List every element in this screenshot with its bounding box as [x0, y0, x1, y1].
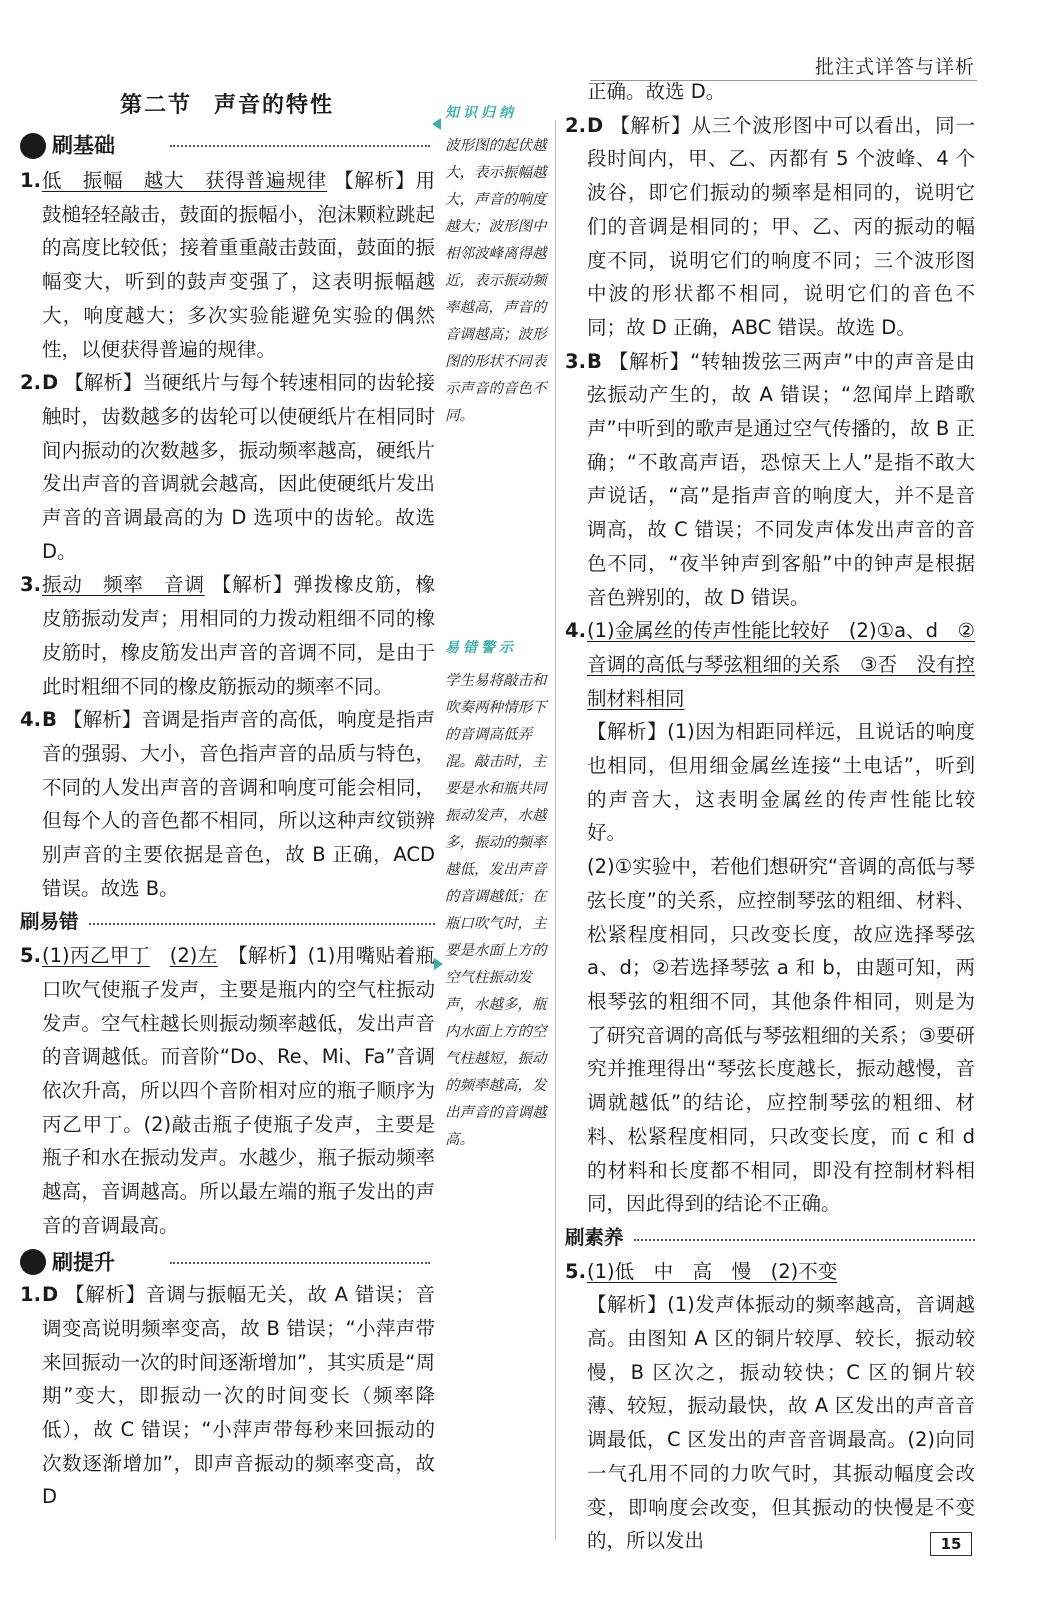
analysis: 【解析】(1)发声体振动的频率越高，音调越高。由图知 A 区的铜片较厚、较长，振动较慢，B 区次之，振动较快；C 区的铜片较薄、较短，振动最快，故 A 区发出的声音音调最低，C 区发出的声音音调最高。(2)向同一气孔用不同的力吹气时，其振动幅度会改变，即响度会改变，但其振动的快慢是不变的，所以发出 [587, 1293, 975, 1553]
note-arrow-icon [434, 958, 443, 970]
question-5: 5. (1)丙乙甲丁 (2)左 【解析】(1)用嘴贴着瓶口吹气使瓶子发声，主要是瓶内的空气柱振动发声。空气柱越长则振动频率越低，发出声音的音调越低。而音阶“Do、Re、Mi、Fa”音调依次升高，所以四个音阶相对应的瓶子顺序为丙乙甲丁。(2)敲击瓶子使瓶子发声，主要是瓶子和水在振动发声。水越少，瓶子振动频率越高，音调越高。所以最左端的瓶子发出的声音的音调最高。 [20, 944, 435, 1237]
sidenote-mistake: 易错警示 学生易将敲击和吹奏两种情形下的音调高低弄混。敲击时，主要是水和瓶共同振动发声，水越多，振动的频率越低，发出声音的音调越低；在瓶口吹气时，主要是水面上方的空气柱振动发声，水越多，瓶内水面上方的空气柱越短，振动的频率越高，发出声音的音调越高。 [445, 640, 547, 1148]
question-4: 4. B 【解析】音调是指声音的高低，响度是指声音的强弱、大小，音色指声音的品质与特色，不同的人发出声音的音调和响度可能会相同，但每个人的音色都不相同，所以这种声纹锁辨别声音的主要依据是音色，故 B 正确，ACD 错误。故选 B。 [20, 708, 435, 900]
sub-heading-literacy: 刷素养 [565, 1221, 975, 1255]
analysis: 【解析】用鼓槌轻轻敲击，鼓面的振幅小，泡沫颗粒跳起的高度比较低；接着重重敲击鼓面，鼓面的振幅变大，听到的鼓声变强了，这表明振幅越大，响度越大；多次实验能避免实验的偶然性，以便获得普遍的规律。 [42, 169, 435, 361]
question-advance-2: 2. D 【解析】从三个波形图中可以看出，同一段时间内，甲、乙、丙都有 5 个波峰、4 个波谷，即它们振动的频率是相同的，说明它们的音调是相同的；甲、乙、丙的振动的幅度不同，说明它们的响度不同；三个波形图中波的形状都不相同，说明它们的音色不同；故 D 正确，ABC 错误。故选 D。 [565, 113, 975, 339]
answer: (1)丙乙甲丁 [42, 944, 150, 968]
answer: (2)左 [169, 944, 218, 968]
section-number: 第二节 [120, 93, 193, 118]
note-arrow-icon [432, 118, 441, 130]
answer: D [42, 1283, 59, 1307]
question-advance-4: 4. (1)金属丝的传声性能比较好 (2)①a、d ②音调的高低与琴弦粗细的关系 ③否 没有控制材料相同 【解析】(1)因为相距同样远，且说话的响度也相同，但用细金属丝连接“土电话”，听到的声音大，这表明金属丝的传声性能比较好。 (2)①实验中，若他们想研究“音调的高低与琴弦长度”的关系，应控制琴弦的粗细、材料、松紧程度相同，只改变长度，故应选择琴弦 a、d；②若选择琴弦 a 和 b，由题可知，两根琴弦的粗细不同，其他条件相同，则是为了研究音调的高低与琴弦粗细的关系；③要研究并推理得出“琴弦长度越长，振动越慢，音调就越低”的结论，应控制琴弦的粗细、材料、松紧程度相同，只改变长度，而 c 和 d 的材料和长度都不相同，即没有控制材料相同，因此得到的结论不正确。 [565, 614, 975, 1221]
question-2: 2. D 【解析】当硬纸片与每个转速相同的齿轮接触时，齿数越多的齿轮可以使硬纸片在相同时间内振动的次数越多，振动频率越高，硬纸片发出声音的音调就会越高，因此使硬纸片发出声音的音调最高的为 D 选项中的齿轮。故选 D。 [20, 371, 435, 563]
sidenote-knowledge: 知识归纳 波形图的起伏越大，表示振幅越大，声音的响度越大；波形图中相邻波峰离得越近，表示振动频率越高，声音的音调越高；波形图的形状不同表示声音的音色不同。 [445, 105, 547, 424]
answer: B [587, 349, 602, 373]
question-1: 1. 低 振幅 越大 获得普遍规律 【解析】用鼓槌轻轻敲击，鼓面的振幅小，泡沫颗粒跳起的高度比较低；接着重重敲击鼓面，鼓面的振幅变大，听到的鼓声变强了，这表明振幅越大，响度越大；多次实验能避免实验的偶然性，以便获得普遍的规律。 [20, 169, 435, 361]
tag-basic: 刷基础 [20, 130, 435, 160]
answer: B [42, 708, 57, 732]
question-advance-3: 3. B 【解析】“转轴拨弦三两声”中的声音是由弦振动产生的，故 A 错误；“忽闻岸上踏歌声”中听到的歌声是通过空气传播的，故 B 正确；“不敢高声语，恐惊天上人”是指不敢大声说话，“高”是指声音的响度大，并不是音调高，故 C 错误；不同发声体发出声音的音色不同，“夜半钟声到客船”中的钟声是根据音色辨别的，故 D 错误。 [565, 349, 975, 609]
header-title: 批注式详答与详析 [814, 56, 975, 78]
column-divider [555, 120, 556, 1540]
sub-heading-mistakes: 刷易错 [20, 905, 435, 939]
question-advance-1: 1. D 【解析】音调与振幅无关，故 A 错误；音调变高说明频率变高，故 B 错误；“小萍声带来回振动一次的时间逐渐增加”，其实质是“周期”变大，即振动一次的时间变长（频率降低），故 C 错误；“小萍声带每秒来回振动的次数逐渐增加”，即声音振动的频率变高，故 D [20, 1283, 435, 1509]
badge-icon [20, 133, 46, 159]
answer: (1)低 中 高 慢 (2)不变 [587, 1259, 838, 1283]
left-column [20, 133, 435, 1514]
tag-advance: 刷提升 [20, 1247, 435, 1277]
analysis: 【解析】音调是指声音的高低，响度是指声音的强弱、大小，音色指声音的品质与特色，不同的人发出声音的音调和响度可能会相同，但每个人的音色都不相同，所以这种声纹锁辨别声音的主要依据是音色，故 B 正确，ACD 错误。故选 B。 [42, 708, 435, 900]
answer: D [42, 371, 59, 395]
analysis: (2)①实验中，若他们想研究“音调的高低与琴弦长度”的关系，应控制琴弦的粗细、材料、松紧程度相同，只改变长度，故应选择琴弦 a、d；②若选择琴弦 a 和 b，由题可知，两根琴弦的粗细不同，其他条件相同，则是为了研究音调的高低与琴弦粗细的关系；③要研究并推理得出“琴弦长度越长，振动越慢，音调就越低”的结论，应控制琴弦的粗细、材料、松紧程度相同，只改变长度，而 c 和 d 的材料和长度都不相同，即没有控制材料相同，因此得到的结论不正确。 [587, 855, 975, 1216]
question-3: 3. 振动 频率 音调 【解析】弹拨橡皮筋，橡皮筋振动发声；用相同的力拨动粗细不同的橡皮筋时，橡皮筋发出声音的音调不同，是由于此时粗细不同的橡皮筋振动的频率不同。 [20, 573, 435, 698]
analysis: 【解析】当硬纸片与每个转速相同的齿轮接触时，齿数越多的齿轮可以使硬纸片在相同时间内振动的次数越多，振动频率越高，硬纸片发出声音的音调就会越高，因此使硬纸片发出声音的音调最高的为 D 选项中的齿轮。故选 D。 [42, 371, 435, 563]
analysis: 【解析】(1)用嘴贴着瓶口吹气使瓶子发声，主要是瓶内的空气柱振动发声。空气柱越长则振动频率越低，发出声音的音调越低。而音阶“Do、Re、Mi、Fa”音调依次升高，所以四个音阶相对应的瓶子顺序为丙乙甲丁。(2)敲击瓶子使瓶子发声，主要是瓶子和水在振动发声。水越少，瓶子振动频率越高，音调越高。所以最左端的瓶子发出的声音的音调最高。 [42, 944, 435, 1237]
analysis: 【解析】“转轴拨弦三两声”中的声音是由弦振动产生的，故 A 错误；“忽闻岸上踏歌声”中听到的歌声是通过空气传播的，故 B 正确；“不敢高声语，恐惊天上人”是指不敢大声说话，“高”是指声音的响度大，并不是音调高，故 C 错误；不同发声体发出声音的音色不同，“夜半钟声到客船”中的钟声是根据音色辨别的，故 D 错误。 [587, 349, 975, 609]
section-title [120, 88, 356, 119]
answer: 低 振幅 越大 获得普遍规律 [42, 169, 327, 192]
question-literacy-5: 5. (1)低 中 高 慢 (2)不变 【解析】(1)发声体振动的频率越高，音调越高。由图知 A 区的铜片较厚、较长，振动较慢，B 区次之，振动较快；C 区的铜片较薄、较短，振动最快，故 A 区发出的声音音调最低，C 区发出的声音音调最高。(2)向同一气孔用不同的力吹气时，其振动幅度会改变，即响度会改变，但其振动的快慢是不变的，所以发出 [565, 1255, 975, 1558]
badge-icon [20, 1249, 46, 1275]
answer: 振动 频率 音调 [42, 573, 205, 597]
tag-dotted-line [170, 145, 430, 147]
tag-dotted-line [170, 1262, 430, 1264]
analysis: 【解析】弹拨橡皮筋，橡皮筋振动发声；用相同的力拨动粗细不同的橡皮筋时，橡皮筋发出声音的音调不同，是由于此时粗细不同的橡皮筋振动的频率不同。 [42, 573, 435, 698]
analysis: 【解析】音调与振幅无关，故 A 错误；音调变高说明频率变高，故 B 错误；“小萍声带来回振动一次的时间逐渐增加”，其实质是“周期”变大，即振动一次的时间变长（频率降低），故 C 错误；“小萍声带每秒来回振动的次数逐渐增加”，即声音振动的频率变高，故 D [42, 1283, 435, 1509]
page-number: 15 [930, 1532, 972, 1556]
answer: D [587, 113, 604, 137]
section-name: 声音的特性 [214, 93, 335, 118]
continuation: 正确。故选 D。 [587, 80, 726, 103]
analysis: 【解析】从三个波形图中可以看出，同一段时间内，甲、乙、丙都有 5 个波峰、4 个波谷，即它们振动的频率是相同的，说明它们的音调是相同的；甲、乙、丙的振动的幅度不同，说明它们的响度不同；三个波形图中波的形状都不相同，说明它们的音色不同；故 D 正确，ABC 错误。故选 D。 [587, 113, 975, 339]
answer: (1)金属丝的传声性能比较好 (2)①a、d ②音调的高低与琴弦粗细的关系 ③否 没有控制材料相同 [587, 619, 975, 710]
analysis: 【解析】(1)因为相距同样远，且说话的响度也相同，但用细金属丝连接“土电话”，听到的声音大，这表明金属丝的传声性能比较好。 [587, 720, 975, 845]
right-column [565, 75, 975, 1558]
